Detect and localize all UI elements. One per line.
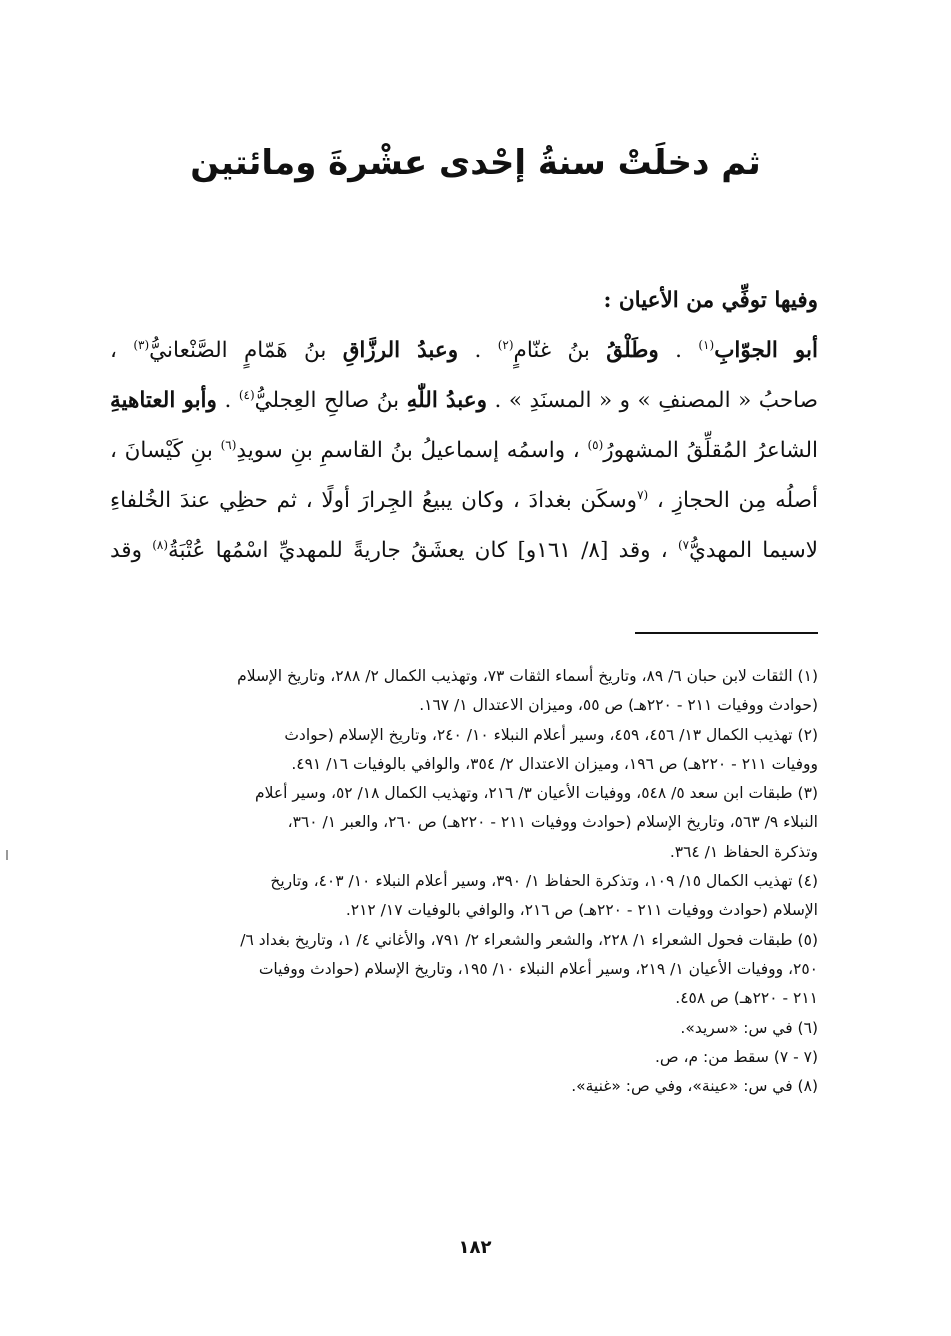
footnote-line: (٦) في س: «سريد».	[680, 1018, 818, 1037]
text-run: ،	[110, 338, 134, 363]
footnote-line: ٢٥٠، ووفيات الأعيان ١/ ٢١٩، وسير أعلام النبلاء ١٠/ ١٩٥، وتاريخ الإسلام (حوادث ووفيات	[258, 959, 818, 978]
text-run: صاحبُ « المصنفِ » و « المسنَدِ » .	[486, 388, 818, 413]
text-run: بنُ صالحِ العِجليُّ	[254, 388, 407, 413]
text-run: وقد	[110, 538, 153, 563]
footnote-marker: (٢)	[497, 337, 514, 352]
text-run: ، وقد [٨/ ١٦١و] كان يعشَقُ جاريةً للمهديِّ اسْمُها عُتْبَةُ	[168, 538, 678, 563]
footnote-marker: (١)	[698, 337, 715, 352]
body-line	[110, 476, 818, 526]
text-run: لاسيما المهديُّ	[689, 538, 818, 563]
text-run: بنُ غنّامٍ	[513, 338, 607, 363]
footnote-line: ووفيات ٢١١ - ٢٢٠هـ) ص ١٩٦، وميزان الاعتدال ٢/ ٣٥٤، والوافي بالوفيات ١٦/ ٤٩١.	[291, 754, 818, 773]
footnote-marker: (٥)	[587, 437, 604, 452]
page-number: ١٨٢	[458, 1237, 492, 1258]
footnote-line: (٧ - ٧) سقط من: م، ص.	[654, 1047, 818, 1066]
footnote-line: (٨) في س: «عينة»، وفي ص: «غنية».	[571, 1077, 818, 1096]
footnote-marker: (٧	[637, 487, 649, 502]
main-text	[110, 276, 818, 576]
body-line	[110, 326, 818, 376]
text-run: .	[216, 388, 239, 413]
footnote-line: الإسلام (حوادث ووفيات ٢١١ - ٢٢٠هـ) ص ٢١٦، والوافي بالوفيات ١٧/ ٢١٢.	[345, 901, 818, 920]
text-run: ، واسمُه إسماعيلُ بنُ القاسمِ بنِ سويدِ	[236, 438, 588, 463]
text-run: بنِ كَيْسانَ ،	[110, 438, 221, 463]
footnote-line: (١) الثقات لابن حبان ٦/ ٨٩، وتاريخ أسماء الثقات ٧٣، وتهذيب الكمال ٢/ ٢٨٨، وتاريخ الإسلام	[237, 667, 818, 685]
text-run: .	[658, 338, 699, 363]
footnote-line: ٢١١ - ٢٢٠هـ) ص ٤٥٨.	[675, 989, 818, 1008]
person-name: وأبو العتاهيةِ	[110, 388, 217, 413]
footnote-line: النبلاء ٩/ ٥٦٣، وتاريخ الإسلام (حوادث ووفيات ٢١١ - ٢٢٠هـ) ص ٢٦٠، والعبر ١/ ٣٦٠،	[287, 813, 818, 832]
person-name: وطَلْقُ	[606, 338, 659, 363]
text-run: .	[458, 338, 498, 363]
footnote-marker: (٨)	[152, 537, 169, 552]
body-lines	[110, 326, 818, 576]
page-title: ثم دخلَتْ سنةُ إحْدى عشْرةَ ومائتين	[190, 143, 761, 183]
text-run: بنُ هَمّامٍ الصَّنْعانيُّ	[149, 338, 343, 363]
footnote-line: (حوادث ووفيات ٢١١ - ٢٢٠هـ) ص ٥٥، وميزان الاعتدال ١/ ١٦٧.	[419, 696, 818, 715]
footnote-separator	[635, 632, 818, 634]
footnote-marker: (٦)	[220, 437, 237, 452]
margin-mark	[6, 850, 8, 860]
body-line	[110, 376, 818, 426]
text-run: أصلُه مِن الحجازِ ،	[648, 488, 818, 513]
intro-line: وفيها توفِّي من الأعيان :	[603, 288, 818, 313]
footnote-line: وتذكرة الحفاظ ١/ ٣٦٤.	[669, 842, 818, 861]
footnote-line: (٣) طبقات ابن سعد ٥/ ٥٤٨، ووفيات الأعيان ٣/ ٢١٦، وتهذيب الكمال ١٨/ ٥٢، وسير أعلام	[255, 784, 818, 803]
footnote-marker: (٣)	[133, 337, 150, 352]
person-name: أبو الجوّابِ	[714, 338, 818, 363]
body-line	[110, 526, 818, 576]
body-line	[110, 426, 818, 476]
person-name: وعبدُ اللّٰهِ	[406, 388, 487, 413]
footnote-marker: ٧)	[677, 537, 690, 552]
footnotes	[106, 662, 818, 1101]
text-run: وسكَن بغدادَ ، وكان يبيعُ الجِرارَ أولًا ، ثم حظِي عندَ الخُلفاءِ	[110, 488, 638, 513]
text-run: الشاعرُ المُقلِّقُ المشهورُ	[603, 438, 818, 463]
footnote-line: (٤) تهذيب الكمال ١٥/ ١٠٩، وتذكرة الحفاظ ١/ ٣٩٠، وسير أعلام النبلاء ١٠/ ٤٠٣، وتاريخ	[270, 872, 818, 891]
footnote-line: (٥) طبقات فحول الشعراء ١/ ٢٢٨، والشعر والشعراء ٢/ ٧٩١، والأغاني ٤/ ١، وتاريخ بغداد ٦/	[240, 930, 818, 949]
footnote-line: (٢) تهذيب الكمال ١٣/ ٤٥٦، ٤٥٩، وسير أعلام النبلاء ١٠/ ٢٤٠، وتاريخ الإسلام (حوادث	[284, 725, 818, 744]
person-name: وعبدُ الرزَّاقِ	[342, 338, 459, 363]
footnote-marker: (٤)	[238, 387, 255, 402]
